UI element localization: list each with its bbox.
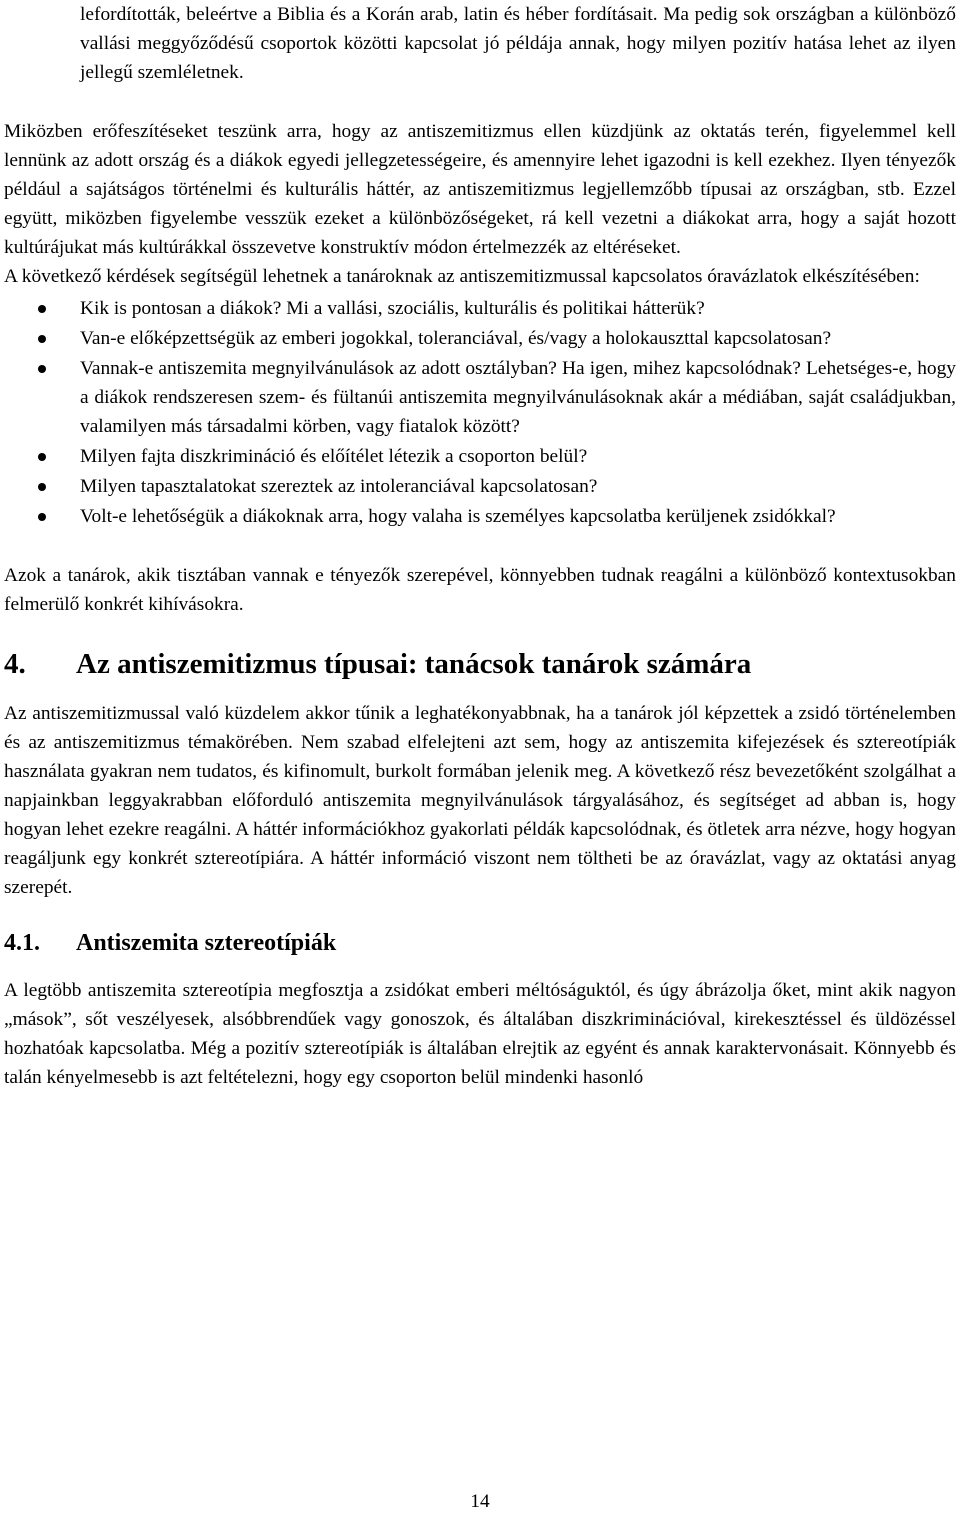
- list-item-text: Van-e előképzettségük az emberi jogokkal, toleranciával, és/vagy a holokauszttal kapcsolatosan?: [80, 328, 832, 349]
- bullet-icon: [38, 305, 46, 313]
- list-item-text: Milyen tapasztalatokat szereztek az intoleranciával kapcsolatosan?: [80, 476, 598, 497]
- bullet-icon: [38, 513, 46, 521]
- paragraph-teachers-awareness: Azok a tanárok, akik tisztában vannak e tényezők szerepével, könnyebben tudnak reagálni a különböző kontextusokban felmerülő konkrét kihívásokra.: [4, 565, 956, 615]
- paragraph-education-context: Miközben erőfeszítéseket teszünk arra, hogy az antiszemitizmus ellen küzdjünk az oktatás terén, figyelemmel kell lennünk az adott ország és a diákok egyedi jellegzetességeire, és amennyire lehet igazodni is kell ezekhez. Ilyen tényezők például a sajátságos történelmi és kulturális háttér, az antiszemitizmus legjellemzőbb típusai az országban, stb. Ezzel együtt, miközben figyelembe vesszük ezeket a különbözőségeket, rá kell vezetni a diákokat arra, hogy a saját hozott kultúrájukat más kultúrákkal összevetve konstruktív módon értelmezzék az eltéréseket.: [4, 121, 956, 258]
- section-title: Antiszemita sztereotípiák: [76, 930, 337, 956]
- section-number: 4.1.: [4, 930, 40, 956]
- bullet-icon: [38, 453, 46, 461]
- section-4-1-body: A legtöbb antiszemita sztereotípia megfosztja a zsidókat emberi méltóságuktól, és úgy ábrázolja őket, mint akik nagyon „mások”, sőt veszélyesek, alsóbbrendűek vagy gonoszok, és általában diszkriminációval, kirekesztéssel és üldözéssel hozhatóak kapcsolatba. Még a pozitív sztereotípiák is általában elrejtik az egyént és annak karaktervonásait. Könnyebb és talán kényelmesebb is azt feltételezni, hogy egy csoporton belül mindenki hasonló: [4, 980, 956, 1088]
- list-item-text: Kik is pontosan a diákok? Mi a vallási, szociális, kulturális és politikai hátterük?: [80, 298, 705, 319]
- intro-paragraph: lefordították, beleértve a Biblia és a Korán arab, latin és héber fordításait. Ma pedig sok országban a különböző vallási meggyőződésű csoportok közötti kapcsolat jó példája annak, hogy milyen pozitív hatása lehet az ilyen jellegű szemléletnek.: [80, 4, 956, 83]
- question-list: [4, 294, 956, 531]
- section-4-body: Az antiszemitizmussal való küzdelem akkor tűnik a leghatékonyabbnak, ha a tanárok jól képzettek a zsidó történelemben és az antiszemitizmus témakörében. Nem szabad elfelejteni azt sem, hogy az antiszemita kifejezések és sztereotípiák használata gyakran nem tudatos, és kifinomult, burkolt formában jelenik meg. A következő rész bevezetőként szolgálhat a napjainkban leggyakrabban előforduló antiszemita megnyilvánulások tárgyalásához, és segítséget ad abban is, hogy hogyan lehet ezekre reagálni. A háttér információkhoz gyakorlati példák kapcsolódnak, és ötletek arra nézve, hogy hogyan reagáljunk egy konkrét sztereotípiára. A háttér információ viszont nem töltheti be az óravázlat, vagy az oktatási anyag szerepét.: [4, 703, 956, 898]
- section-title: Az antiszemitizmus típusai: tanácsok tanárok számára: [76, 648, 752, 680]
- section-number: 4.: [4, 648, 26, 680]
- section-heading-4-1: [4, 928, 956, 958]
- paragraph-questions-intro: A következő kérdések segítségül lehetnek a tanároknak az antiszemitizmussal kapcsolatos óravázlatok elkészítésében:: [4, 266, 920, 287]
- list-item-text: Volt-e lehetőségük a diákoknak arra, hogy valaha is személyes kapcsolatba kerüljenek zsidókkal?: [80, 506, 836, 527]
- list-item: [4, 324, 956, 353]
- list-item: [4, 472, 956, 501]
- list-item: [4, 354, 956, 441]
- list-item: [4, 502, 956, 531]
- intro-block: [4, 0, 956, 87]
- page-number: 14: [470, 1491, 490, 1512]
- section-heading-4: [4, 647, 956, 681]
- list-item-text: Vannak-e antiszemita megnyilvánulások az adott osztályban? Ha igen, mihez kapcsolódnak? Lehetséges-e, hogy a diákok rendszeresen szem- és fültanúi antiszemita megnyilvánulásoknak akár a médiában, saját családjukban, valamilyen más társadalmi körben, vagy fiatalok között?: [80, 358, 956, 437]
- list-item: [4, 442, 956, 471]
- list-item: [4, 294, 956, 323]
- list-item-text: Milyen fajta diszkrimináció és előítélet létezik a csoporton belül?: [80, 446, 588, 467]
- bullet-icon: [38, 365, 46, 373]
- bullet-icon: [38, 483, 46, 491]
- bullet-icon: [38, 335, 46, 343]
